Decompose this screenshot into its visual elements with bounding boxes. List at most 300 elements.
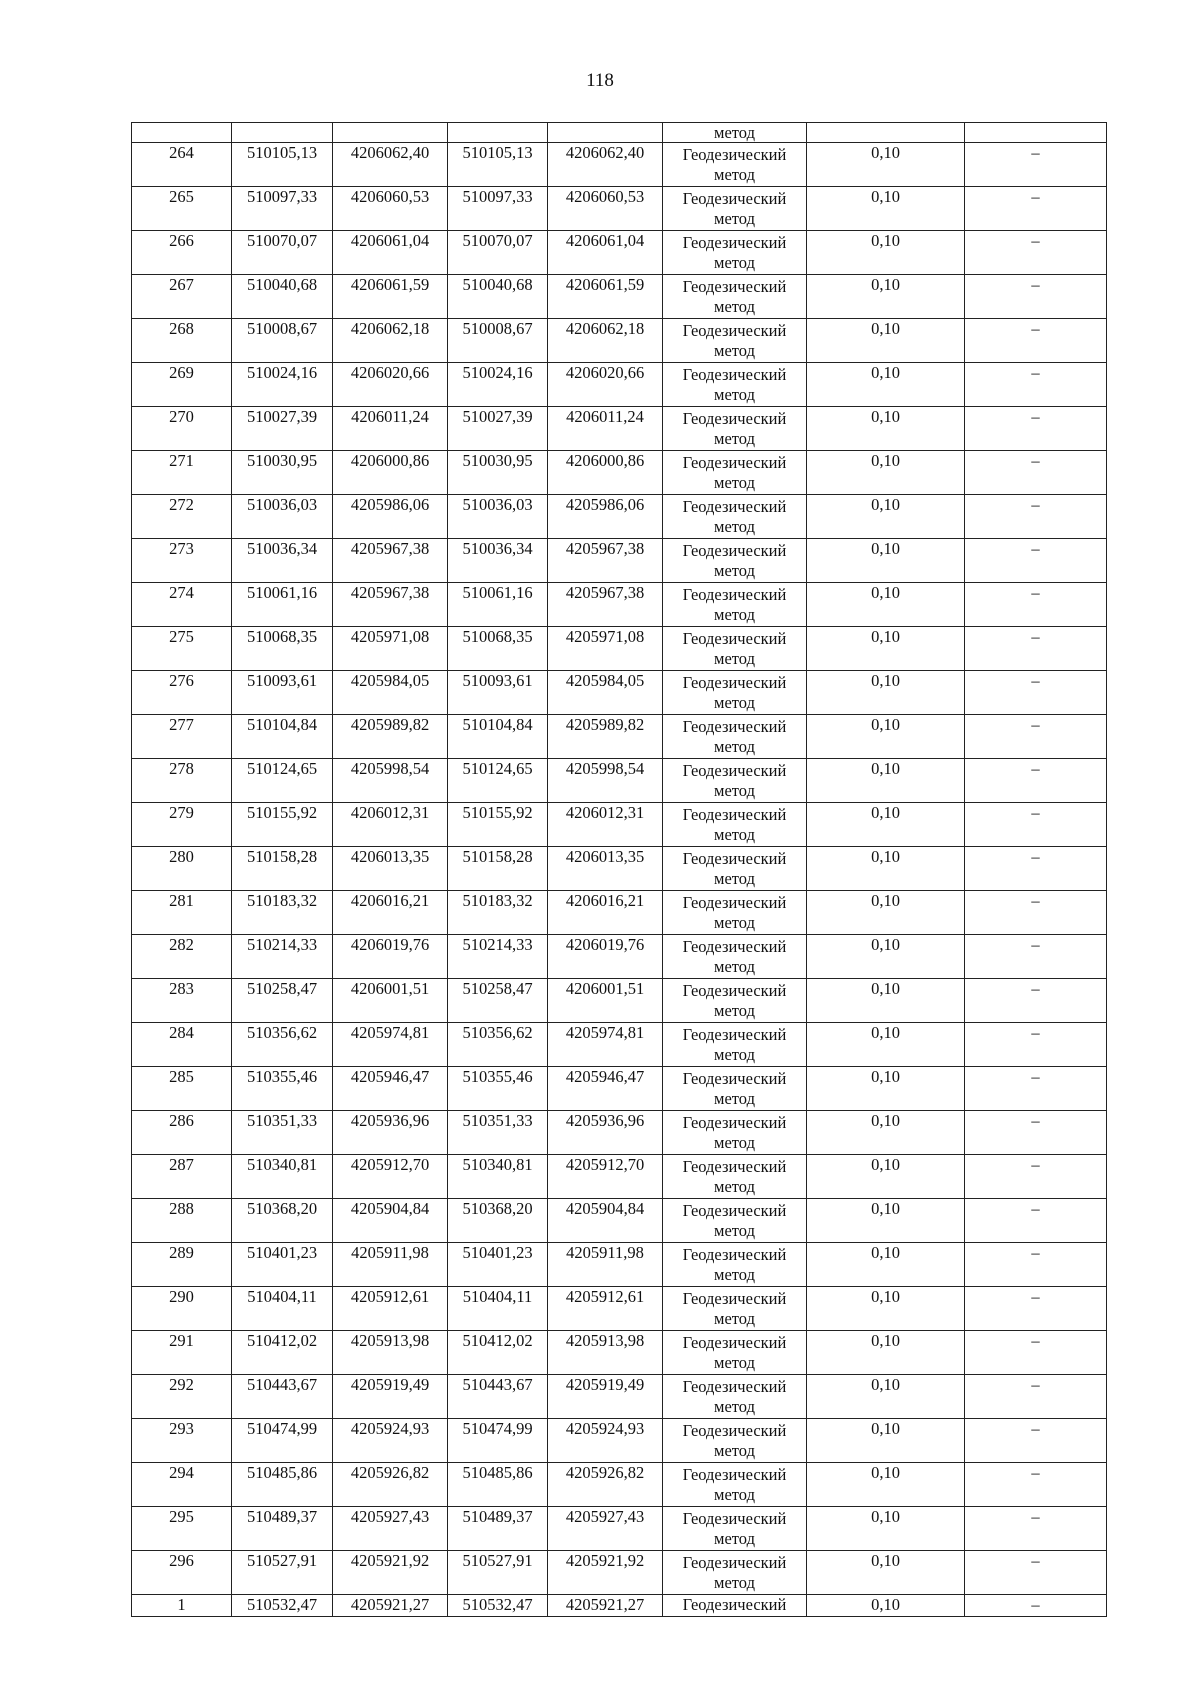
y-coordinate-cell: 4205967,38 bbox=[548, 539, 663, 583]
x-coordinate-cell: 510008,67 bbox=[448, 319, 548, 363]
y-coordinate-cell: 4205913,98 bbox=[548, 1331, 663, 1375]
table-row bbox=[132, 1551, 1107, 1595]
method-cell: Геодезический метод bbox=[663, 407, 807, 451]
table-row bbox=[132, 627, 1107, 671]
x-coordinate-cell: 510401,23 bbox=[448, 1243, 548, 1287]
x-coordinate-cell: 510258,47 bbox=[232, 979, 333, 1023]
coordinates-table bbox=[131, 122, 1107, 1617]
page-number: 118 bbox=[586, 70, 614, 91]
method-cell: Геодезический метод bbox=[663, 1067, 807, 1111]
method-cell: Геодезический метод bbox=[663, 1155, 807, 1199]
y-coordinate-cell: 4205912,70 bbox=[333, 1155, 448, 1199]
x-coordinate-cell: 510158,28 bbox=[448, 847, 548, 891]
x-coordinate-cell: 510155,92 bbox=[232, 803, 333, 847]
table-row bbox=[132, 847, 1107, 891]
note-cell: – bbox=[965, 671, 1107, 715]
x-coordinate-cell: 510036,34 bbox=[448, 539, 548, 583]
x-coordinate-cell: 510404,11 bbox=[448, 1287, 548, 1331]
accuracy-cell: 0,10 bbox=[807, 407, 965, 451]
y-coordinate-cell: 4205967,38 bbox=[333, 583, 448, 627]
accuracy-cell: 0,10 bbox=[807, 935, 965, 979]
x-coordinate-cell: 510030,95 bbox=[448, 451, 548, 495]
y-coordinate-cell: 4206000,86 bbox=[333, 451, 448, 495]
x-coordinate-cell: 510340,81 bbox=[448, 1155, 548, 1199]
accuracy-cell: 0,10 bbox=[807, 275, 965, 319]
x-coordinate-cell: 510214,33 bbox=[232, 935, 333, 979]
accuracy-cell: 0,10 bbox=[807, 1331, 965, 1375]
note-cell: – bbox=[965, 1155, 1107, 1199]
method-cell: Геодезический метод bbox=[663, 1419, 807, 1463]
note-cell: – bbox=[965, 803, 1107, 847]
note-cell: – bbox=[965, 891, 1107, 935]
note-cell: – bbox=[965, 451, 1107, 495]
accuracy-cell: 0,10 bbox=[807, 1463, 965, 1507]
x-coordinate-cell: 510214,33 bbox=[448, 935, 548, 979]
y-coordinate-cell: 4206000,86 bbox=[548, 451, 663, 495]
y-coordinate-cell: 4206061,04 bbox=[333, 231, 448, 275]
y-coordinate-cell: 4205986,06 bbox=[333, 495, 448, 539]
x-coordinate-cell: 510093,61 bbox=[232, 671, 333, 715]
table-row bbox=[132, 891, 1107, 935]
continued-method-cell: метод bbox=[663, 123, 807, 143]
table-row bbox=[132, 539, 1107, 583]
method-cell: Геодезический метод bbox=[663, 759, 807, 803]
y-coordinate-cell: 4205986,06 bbox=[548, 495, 663, 539]
table-row bbox=[132, 495, 1107, 539]
method-cell: Геодезический метод bbox=[663, 979, 807, 1023]
accuracy-cell: 0,10 bbox=[807, 803, 965, 847]
note-cell: – bbox=[965, 1199, 1107, 1243]
point-number-cell: 285 bbox=[132, 1067, 232, 1111]
y-coordinate-cell: 4206012,31 bbox=[548, 803, 663, 847]
x-coordinate-cell: 510527,91 bbox=[448, 1551, 548, 1595]
x-coordinate-cell: 510489,37 bbox=[232, 1507, 333, 1551]
y-coordinate-cell: 4205919,49 bbox=[333, 1375, 448, 1419]
x-coordinate-cell: 510036,03 bbox=[232, 495, 333, 539]
point-number-cell: 276 bbox=[132, 671, 232, 715]
x-coordinate-cell: 510404,11 bbox=[232, 1287, 333, 1331]
note-cell: – bbox=[965, 1375, 1107, 1419]
method-cell: Геодезический метод bbox=[663, 847, 807, 891]
point-number-cell: 265 bbox=[132, 187, 232, 231]
note-cell: – bbox=[965, 715, 1107, 759]
table-row bbox=[132, 715, 1107, 759]
method-cell: Геодезический метод bbox=[663, 495, 807, 539]
x-coordinate-cell: 510104,84 bbox=[232, 715, 333, 759]
note-cell: – bbox=[965, 759, 1107, 803]
y-coordinate-cell: 4205924,93 bbox=[333, 1419, 448, 1463]
x-coordinate-cell: 510093,61 bbox=[448, 671, 548, 715]
x-coordinate-cell: 510036,34 bbox=[232, 539, 333, 583]
y-coordinate-cell: 4205971,08 bbox=[548, 627, 663, 671]
accuracy-cell: 0,10 bbox=[807, 495, 965, 539]
y-coordinate-cell: 4205921,92 bbox=[548, 1551, 663, 1595]
note-cell: – bbox=[965, 231, 1107, 275]
x-coordinate-cell: 510030,95 bbox=[232, 451, 333, 495]
accuracy-cell: 0,10 bbox=[807, 671, 965, 715]
table-row bbox=[132, 1463, 1107, 1507]
accuracy-cell: 0,10 bbox=[807, 1111, 965, 1155]
y-coordinate-cell: 4206060,53 bbox=[333, 187, 448, 231]
y-coordinate-cell: 4205912,70 bbox=[548, 1155, 663, 1199]
y-coordinate-cell: 4205984,05 bbox=[333, 671, 448, 715]
x-coordinate-cell: 510527,91 bbox=[232, 1551, 333, 1595]
x-coordinate-cell: 510124,65 bbox=[448, 759, 548, 803]
accuracy-cell: 0,10 bbox=[807, 583, 965, 627]
point-number-cell: 293 bbox=[132, 1419, 232, 1463]
y-coordinate-cell: 4205911,98 bbox=[333, 1243, 448, 1287]
method-cell: Геодезический метод bbox=[663, 935, 807, 979]
note-cell: – bbox=[965, 847, 1107, 891]
point-number-cell: 292 bbox=[132, 1375, 232, 1419]
x-coordinate-cell: 510355,46 bbox=[448, 1067, 548, 1111]
note-cell: – bbox=[965, 539, 1107, 583]
method-cell: Геодезический метод bbox=[663, 1287, 807, 1331]
y-coordinate-cell: 4206061,04 bbox=[548, 231, 663, 275]
y-coordinate-cell: 4205912,61 bbox=[333, 1287, 448, 1331]
y-coordinate-cell: 4205936,96 bbox=[333, 1111, 448, 1155]
y-coordinate-cell: 4206016,21 bbox=[548, 891, 663, 935]
y-coordinate-cell: 4205924,93 bbox=[548, 1419, 663, 1463]
point-number-cell: 296 bbox=[132, 1551, 232, 1595]
note-cell: – bbox=[965, 363, 1107, 407]
y-coordinate-cell: 4205927,43 bbox=[548, 1507, 663, 1551]
accuracy-cell: 0,10 bbox=[807, 847, 965, 891]
x-coordinate-cell: 510183,32 bbox=[232, 891, 333, 935]
y-coordinate-cell: 4205921,27 bbox=[548, 1595, 663, 1617]
y-coordinate-cell: 4206013,35 bbox=[548, 847, 663, 891]
method-cell: Геодезический метод bbox=[663, 1331, 807, 1375]
x-coordinate-cell: 510070,07 bbox=[448, 231, 548, 275]
x-coordinate-cell: 510489,37 bbox=[448, 1507, 548, 1551]
method-cell: Геодезический метод bbox=[663, 1111, 807, 1155]
y-coordinate-cell: 4206062,18 bbox=[548, 319, 663, 363]
note-cell: – bbox=[965, 1023, 1107, 1067]
point-number-cell: 267 bbox=[132, 275, 232, 319]
method-cell: Геодезический метод bbox=[663, 1375, 807, 1419]
continuation-row bbox=[132, 123, 1107, 143]
note-cell: – bbox=[965, 407, 1107, 451]
x-coordinate-cell: 510401,23 bbox=[232, 1243, 333, 1287]
point-number-cell: 1 bbox=[132, 1595, 232, 1617]
y-coordinate-cell: 4205904,84 bbox=[548, 1199, 663, 1243]
note-cell: – bbox=[965, 979, 1107, 1023]
x-coordinate-cell: 510040,68 bbox=[232, 275, 333, 319]
x-coordinate-cell: 510036,03 bbox=[448, 495, 548, 539]
table-row bbox=[132, 979, 1107, 1023]
x-coordinate-cell: 510008,67 bbox=[232, 319, 333, 363]
y-coordinate-cell: 4205967,38 bbox=[548, 583, 663, 627]
y-coordinate-cell: 4205974,81 bbox=[548, 1023, 663, 1067]
note-cell: – bbox=[965, 1551, 1107, 1595]
method-cell: Геодезический метод bbox=[663, 363, 807, 407]
note-cell: – bbox=[965, 1463, 1107, 1507]
point-number-cell: 270 bbox=[132, 407, 232, 451]
accuracy-cell: 0,10 bbox=[807, 891, 965, 935]
method-cell: Геодезический метод bbox=[663, 1551, 807, 1595]
x-coordinate-cell: 510155,92 bbox=[448, 803, 548, 847]
table-row bbox=[132, 935, 1107, 979]
x-coordinate-cell: 510474,99 bbox=[232, 1419, 333, 1463]
accuracy-cell: 0,10 bbox=[807, 1507, 965, 1551]
x-coordinate-cell: 510027,39 bbox=[232, 407, 333, 451]
point-number-cell: 286 bbox=[132, 1111, 232, 1155]
y-coordinate-cell: 4205926,82 bbox=[333, 1463, 448, 1507]
x-coordinate-cell: 510443,67 bbox=[232, 1375, 333, 1419]
table-row bbox=[132, 671, 1107, 715]
point-number-cell: 272 bbox=[132, 495, 232, 539]
y-coordinate-cell: 4205904,84 bbox=[333, 1199, 448, 1243]
method-cell: Геодезический метод bbox=[663, 671, 807, 715]
accuracy-cell: 0,10 bbox=[807, 1155, 965, 1199]
method-cell: Геодезический метод bbox=[663, 627, 807, 671]
table-row bbox=[132, 759, 1107, 803]
y-coordinate-cell: 4206019,76 bbox=[333, 935, 448, 979]
table-row bbox=[132, 1595, 1107, 1617]
table-row bbox=[132, 803, 1107, 847]
point-number-cell: 275 bbox=[132, 627, 232, 671]
table-row bbox=[132, 1111, 1107, 1155]
y-coordinate-cell: 4205946,47 bbox=[548, 1067, 663, 1111]
table-row bbox=[132, 231, 1107, 275]
y-coordinate-cell: 4206020,66 bbox=[333, 363, 448, 407]
y-coordinate-cell: 4205989,82 bbox=[333, 715, 448, 759]
x-coordinate-cell: 510532,47 bbox=[232, 1595, 333, 1617]
accuracy-cell: 0,10 bbox=[807, 1243, 965, 1287]
x-coordinate-cell: 510351,33 bbox=[448, 1111, 548, 1155]
note-cell: – bbox=[965, 319, 1107, 363]
method-cell: Геодезический метод bbox=[663, 451, 807, 495]
y-coordinate-cell: 4205919,49 bbox=[548, 1375, 663, 1419]
x-coordinate-cell: 510356,62 bbox=[448, 1023, 548, 1067]
accuracy-cell: 0,10 bbox=[807, 1551, 965, 1595]
x-coordinate-cell: 510532,47 bbox=[448, 1595, 548, 1617]
table-row bbox=[132, 1023, 1107, 1067]
y-coordinate-cell: 4205984,05 bbox=[548, 671, 663, 715]
table-row bbox=[132, 319, 1107, 363]
point-number-cell: 295 bbox=[132, 1507, 232, 1551]
x-coordinate-cell: 510097,33 bbox=[448, 187, 548, 231]
x-coordinate-cell: 510105,13 bbox=[232, 143, 333, 187]
note-cell: – bbox=[965, 275, 1107, 319]
method-cell: Геодезический метод bbox=[663, 583, 807, 627]
method-cell: Геодезический метод bbox=[663, 231, 807, 275]
x-coordinate-cell: 510355,46 bbox=[232, 1067, 333, 1111]
method-cell: Геодезический метод bbox=[663, 1243, 807, 1287]
accuracy-cell: 0,10 bbox=[807, 627, 965, 671]
x-coordinate-cell: 510061,16 bbox=[232, 583, 333, 627]
note-cell: – bbox=[965, 627, 1107, 671]
y-coordinate-cell: 4205926,82 bbox=[548, 1463, 663, 1507]
point-number-cell: 280 bbox=[132, 847, 232, 891]
x-coordinate-cell: 510068,35 bbox=[448, 627, 548, 671]
note-cell: – bbox=[965, 495, 1107, 539]
accuracy-cell: 0,10 bbox=[807, 1067, 965, 1111]
x-coordinate-cell: 510485,86 bbox=[232, 1463, 333, 1507]
x-coordinate-cell: 510097,33 bbox=[232, 187, 333, 231]
point-number-cell: 266 bbox=[132, 231, 232, 275]
table-row bbox=[132, 1331, 1107, 1375]
note-cell: – bbox=[965, 1595, 1107, 1617]
method-cell: Геодезический метод bbox=[663, 715, 807, 759]
note-cell: – bbox=[965, 583, 1107, 627]
table-body bbox=[132, 123, 1107, 1617]
x-coordinate-cell: 510485,86 bbox=[448, 1463, 548, 1507]
point-number-cell: 273 bbox=[132, 539, 232, 583]
method-cell: Геодезический метод bbox=[663, 275, 807, 319]
y-coordinate-cell: 4205911,98 bbox=[548, 1243, 663, 1287]
accuracy-cell: 0,10 bbox=[807, 319, 965, 363]
y-coordinate-cell: 4205921,27 bbox=[333, 1595, 448, 1617]
x-coordinate-cell: 510183,32 bbox=[448, 891, 548, 935]
point-number-cell: 294 bbox=[132, 1463, 232, 1507]
method-cell: Геодезический метод bbox=[663, 187, 807, 231]
method-cell: Геодезический метод bbox=[663, 539, 807, 583]
y-coordinate-cell: 4205998,54 bbox=[548, 759, 663, 803]
accuracy-cell: 0,10 bbox=[807, 1419, 965, 1463]
y-coordinate-cell: 4205936,96 bbox=[548, 1111, 663, 1155]
x-coordinate-cell: 510068,35 bbox=[232, 627, 333, 671]
method-cell: Геодезический bbox=[663, 1595, 807, 1617]
note-cell: – bbox=[965, 1419, 1107, 1463]
table-row bbox=[132, 1507, 1107, 1551]
method-cell: Геодезический метод bbox=[663, 891, 807, 935]
x-coordinate-cell: 510124,65 bbox=[232, 759, 333, 803]
x-coordinate-cell: 510412,02 bbox=[448, 1331, 548, 1375]
y-coordinate-cell: 4205921,92 bbox=[333, 1551, 448, 1595]
table-row bbox=[132, 275, 1107, 319]
point-number-cell: 269 bbox=[132, 363, 232, 407]
accuracy-cell: 0,10 bbox=[807, 1287, 965, 1331]
accuracy-cell: 0,10 bbox=[807, 363, 965, 407]
y-coordinate-cell: 4206019,76 bbox=[548, 935, 663, 979]
point-number-cell: 268 bbox=[132, 319, 232, 363]
y-coordinate-cell: 4206012,31 bbox=[333, 803, 448, 847]
table-row bbox=[132, 407, 1107, 451]
point-number-cell: 287 bbox=[132, 1155, 232, 1199]
table-row bbox=[132, 1199, 1107, 1243]
x-coordinate-cell: 510368,20 bbox=[232, 1199, 333, 1243]
x-coordinate-cell: 510443,67 bbox=[448, 1375, 548, 1419]
point-number-cell: 291 bbox=[132, 1331, 232, 1375]
table-row bbox=[132, 143, 1107, 187]
x-coordinate-cell: 510351,33 bbox=[232, 1111, 333, 1155]
accuracy-cell: 0,10 bbox=[807, 143, 965, 187]
x-coordinate-cell: 510368,20 bbox=[448, 1199, 548, 1243]
point-number-cell: 278 bbox=[132, 759, 232, 803]
y-coordinate-cell: 4205989,82 bbox=[548, 715, 663, 759]
point-number-cell: 279 bbox=[132, 803, 232, 847]
point-number-cell: 290 bbox=[132, 1287, 232, 1331]
x-coordinate-cell: 510105,13 bbox=[448, 143, 548, 187]
table-row bbox=[132, 1287, 1107, 1331]
x-coordinate-cell: 510474,99 bbox=[448, 1419, 548, 1463]
table-row bbox=[132, 1067, 1107, 1111]
note-cell: – bbox=[965, 1507, 1107, 1551]
y-coordinate-cell: 4206062,40 bbox=[333, 143, 448, 187]
accuracy-cell: 0,10 bbox=[807, 1595, 965, 1617]
point-number-cell: 281 bbox=[132, 891, 232, 935]
x-coordinate-cell: 510024,16 bbox=[232, 363, 333, 407]
y-coordinate-cell: 4205927,43 bbox=[333, 1507, 448, 1551]
note-cell: – bbox=[965, 1243, 1107, 1287]
accuracy-cell: 0,10 bbox=[807, 451, 965, 495]
accuracy-cell: 0,10 bbox=[807, 715, 965, 759]
note-cell: – bbox=[965, 1287, 1107, 1331]
x-coordinate-cell: 510356,62 bbox=[232, 1023, 333, 1067]
y-coordinate-cell: 4206061,59 bbox=[548, 275, 663, 319]
x-coordinate-cell: 510027,39 bbox=[448, 407, 548, 451]
y-coordinate-cell: 4205974,81 bbox=[333, 1023, 448, 1067]
y-coordinate-cell: 4205913,98 bbox=[333, 1331, 448, 1375]
x-coordinate-cell: 510104,84 bbox=[448, 715, 548, 759]
note-cell: – bbox=[965, 1111, 1107, 1155]
y-coordinate-cell: 4205912,61 bbox=[548, 1287, 663, 1331]
point-number-cell: 264 bbox=[132, 143, 232, 187]
y-coordinate-cell: 4206011,24 bbox=[333, 407, 448, 451]
accuracy-cell: 0,10 bbox=[807, 539, 965, 583]
point-number-cell: 282 bbox=[132, 935, 232, 979]
table-row bbox=[132, 1375, 1107, 1419]
y-coordinate-cell: 4205967,38 bbox=[333, 539, 448, 583]
point-number-cell: 288 bbox=[132, 1199, 232, 1243]
point-number-cell: 277 bbox=[132, 715, 232, 759]
note-cell: – bbox=[965, 187, 1107, 231]
point-number-cell: 283 bbox=[132, 979, 232, 1023]
y-coordinate-cell: 4206016,21 bbox=[333, 891, 448, 935]
x-coordinate-cell: 510061,16 bbox=[448, 583, 548, 627]
y-coordinate-cell: 4205998,54 bbox=[333, 759, 448, 803]
x-coordinate-cell: 510024,16 bbox=[448, 363, 548, 407]
y-coordinate-cell: 4206001,51 bbox=[548, 979, 663, 1023]
point-number-cell: 289 bbox=[132, 1243, 232, 1287]
point-number-cell: 274 bbox=[132, 583, 232, 627]
accuracy-cell: 0,10 bbox=[807, 1375, 965, 1419]
table-row bbox=[132, 1155, 1107, 1199]
y-coordinate-cell: 4206062,40 bbox=[548, 143, 663, 187]
y-coordinate-cell: 4206020,66 bbox=[548, 363, 663, 407]
method-cell: Геодезический метод bbox=[663, 319, 807, 363]
x-coordinate-cell: 510340,81 bbox=[232, 1155, 333, 1199]
point-number-cell: 284 bbox=[132, 1023, 232, 1067]
method-cell: Геодезический метод bbox=[663, 803, 807, 847]
y-coordinate-cell: 4206013,35 bbox=[333, 847, 448, 891]
accuracy-cell: 0,10 bbox=[807, 759, 965, 803]
method-cell: Геодезический метод bbox=[663, 1199, 807, 1243]
method-cell: Геодезический метод bbox=[663, 1463, 807, 1507]
x-coordinate-cell: 510040,68 bbox=[448, 275, 548, 319]
method-cell: Геодезический метод bbox=[663, 1023, 807, 1067]
note-cell: – bbox=[965, 1331, 1107, 1375]
method-cell: Геодезический метод bbox=[663, 143, 807, 187]
y-coordinate-cell: 4206062,18 bbox=[333, 319, 448, 363]
x-coordinate-cell: 510412,02 bbox=[232, 1331, 333, 1375]
x-coordinate-cell: 510158,28 bbox=[232, 847, 333, 891]
accuracy-cell: 0,10 bbox=[807, 979, 965, 1023]
y-coordinate-cell: 4206011,24 bbox=[548, 407, 663, 451]
x-coordinate-cell: 510070,07 bbox=[232, 231, 333, 275]
table-row bbox=[132, 451, 1107, 495]
method-cell: Геодезический метод bbox=[663, 1507, 807, 1551]
y-coordinate-cell: 4205946,47 bbox=[333, 1067, 448, 1111]
y-coordinate-cell: 4206001,51 bbox=[333, 979, 448, 1023]
y-coordinate-cell: 4205971,08 bbox=[333, 627, 448, 671]
y-coordinate-cell: 4206060,53 bbox=[548, 187, 663, 231]
table-row bbox=[132, 363, 1107, 407]
accuracy-cell: 0,10 bbox=[807, 1199, 965, 1243]
note-cell: – bbox=[965, 143, 1107, 187]
table-row bbox=[132, 1243, 1107, 1287]
